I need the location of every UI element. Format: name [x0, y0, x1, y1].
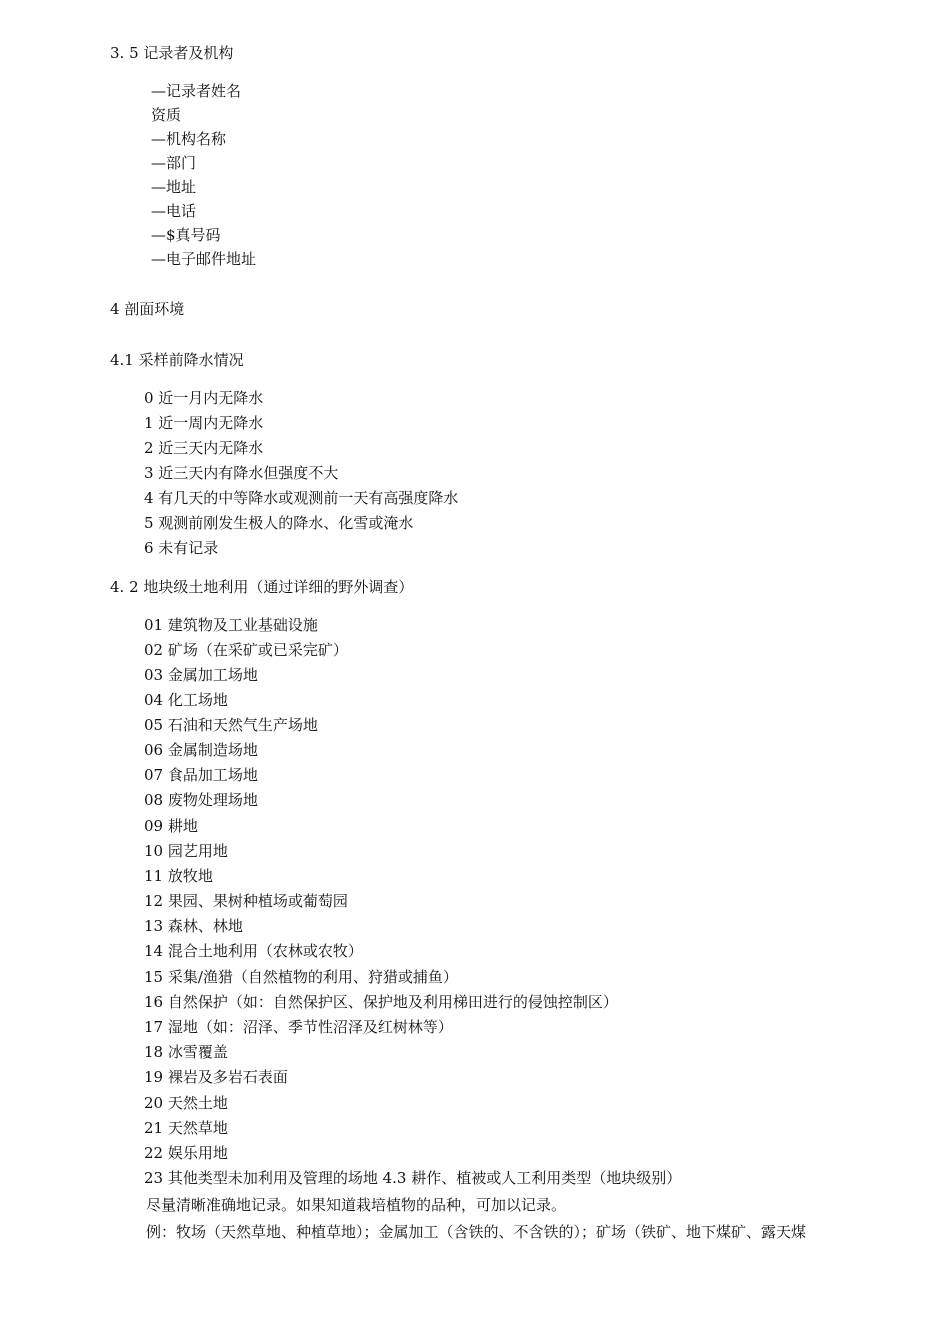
land-use-item: 12 果园、果树种植场或葡萄园 — [144, 892, 348, 910]
recorder-field: —记录者姓名 — [151, 82, 242, 100]
land-use-item: 07 食品加工场地 — [144, 766, 258, 784]
land-use-item: 21 天然草地 — [144, 1119, 228, 1137]
recorder-field: —地址 — [151, 178, 197, 196]
recorder-field: —部门 — [151, 154, 197, 172]
recorder-field: —电子邮件地址 — [151, 250, 257, 268]
section-4-heading: 4 剖面环境 — [110, 300, 185, 318]
land-use-item: 04 化工场地 — [144, 691, 228, 709]
land-use-item: 14 混合土地利用（农林或农牧） — [144, 942, 363, 960]
precipitation-item: 6 未有记录 — [144, 539, 219, 557]
section-4-1-heading: 4.1 采样前降水情况 — [110, 351, 244, 369]
recording-note: 尽量清晰准确地记录。如果知道栽培植物的品种，可加以记录。 — [146, 1196, 567, 1214]
section-4-2-heading: 4. 2 地块级土地利用（通过详细的野外调查） — [110, 578, 414, 596]
precipitation-item: 3 近三天内有降水但强度不大 — [144, 464, 339, 482]
recorder-field: 资质 — [151, 106, 182, 124]
precipitation-item: 5 观测前刚发生极人的降水、化雪或淹水 — [144, 514, 414, 532]
land-use-item: 13 森林、林地 — [144, 917, 243, 935]
example-text: 例：牧场（天然草地、种植草地）；金属加工（含铁的、不含铁的）；矿场（铁矿、地下煤矿、露天煤 — [146, 1223, 807, 1241]
precipitation-item: 1 近一周内无降水 — [144, 414, 264, 432]
precipitation-item: 0 近一月内无降水 — [144, 389, 264, 407]
land-use-item: 18 冰雪覆盖 — [144, 1043, 228, 1061]
land-use-item: 17 湿地（如：沼泽、季节性沼泽及红树林等） — [144, 1018, 453, 1036]
land-use-item: 08 废物处理场地 — [144, 791, 258, 809]
precipitation-item: 4 有几天的中等降水或观测前一天有高强度降水 — [144, 489, 459, 507]
precipitation-item: 2 近三天内无降水 — [144, 439, 264, 457]
land-use-item: 19 裸岩及多岩石表面 — [144, 1068, 288, 1086]
recorder-field: —$真号码 — [151, 226, 221, 244]
land-use-item: 11 放牧地 — [144, 867, 213, 885]
section-3-5-heading: 3. 5 记录者及机构 — [110, 44, 234, 62]
land-use-item: 15 采集/渔猎（自然植物的利用、狩猎或捕鱼） — [144, 968, 458, 986]
recorder-field: —机构名称 — [151, 130, 227, 148]
land-use-item: 03 金属加工场地 — [144, 666, 258, 684]
land-use-item: 06 金属制造场地 — [144, 741, 258, 759]
recorder-field: —电话 — [151, 202, 197, 220]
land-use-item: 10 园艺用地 — [144, 842, 228, 860]
land-use-item: 20 天然土地 — [144, 1094, 228, 1112]
land-use-item: 01 建筑物及工业基础设施 — [144, 616, 318, 634]
land-use-item: 23 其他类型未加利用及管理的场地 4.3 耕作、植被或人工利用类型（地块级别） — [144, 1169, 682, 1187]
land-use-item: 09 耕地 — [144, 817, 198, 835]
land-use-item: 02 矿场（在采矿或已采完矿） — [144, 641, 348, 659]
land-use-item: 05 石油和天然气生产场地 — [144, 716, 318, 734]
land-use-item: 16 自然保护（如：自然保护区、保护地及利用梯田进行的侵蚀控制区） — [144, 993, 618, 1011]
land-use-item: 22 娱乐用地 — [144, 1144, 228, 1162]
